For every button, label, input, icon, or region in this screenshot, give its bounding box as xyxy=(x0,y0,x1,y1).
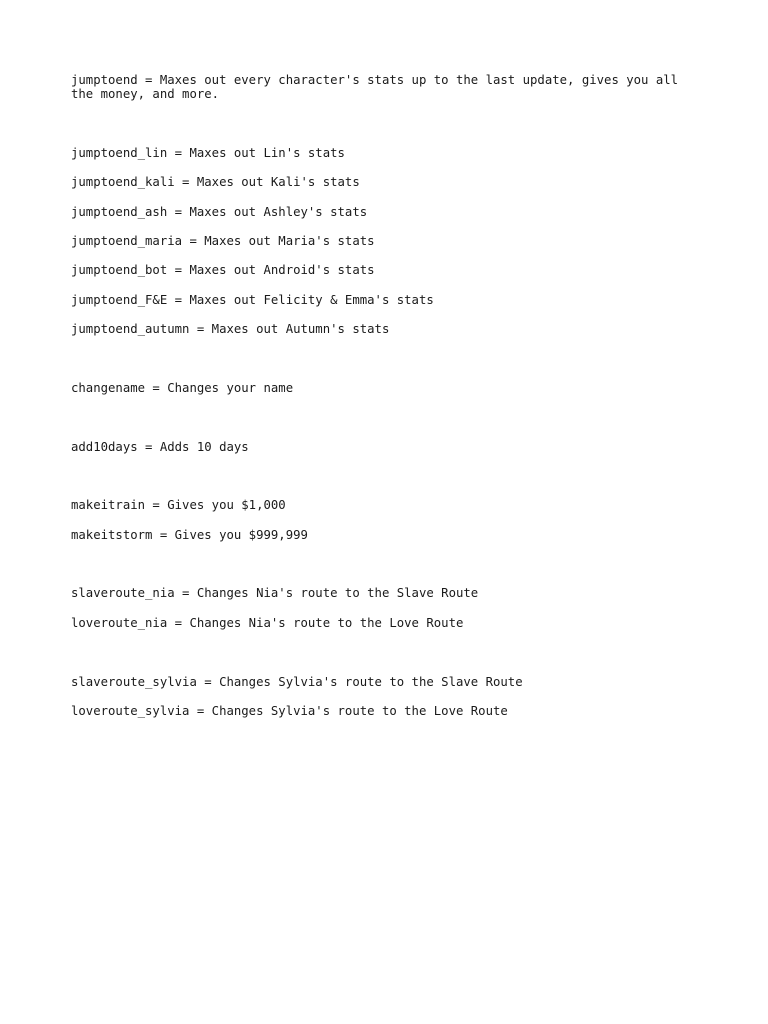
command-slaveroute-nia: slaveroute_nia = Changes Nia's route to the Slave Route xyxy=(71,586,479,600)
command-jumptoend-ash: jumptoend_ash = Maxes out Ashley's stats xyxy=(71,205,368,219)
command-jumptoend-kali: jumptoend_kali = Maxes out Kali's stats xyxy=(71,175,360,189)
command-changename: changename = Changes your name xyxy=(71,381,294,395)
command-jumptoend-maria: jumptoend_maria = Maxes out Maria's stats xyxy=(71,234,375,248)
command-add10days: add10days = Adds 10 days xyxy=(71,440,249,454)
command-makeitstorm: makeitstorm = Gives you $999,999 xyxy=(71,528,308,542)
command-loveroute-nia: loveroute_nia = Changes Nia's route to the Love Route xyxy=(71,616,464,630)
command-slaveroute-sylvia: slaveroute_sylvia = Changes Sylvia's route to the Slave Route xyxy=(71,675,523,689)
command-jumptoend-fe: jumptoend_F&E = Maxes out Felicity & Emma's stats xyxy=(71,293,434,307)
command-makeitrain: makeitrain = Gives you $1,000 xyxy=(71,498,286,512)
command-jumptoend-lin: jumptoend_lin = Maxes out Lin's stats xyxy=(71,146,345,160)
command-jumptoend: jumptoend = Maxes out every character's stats up to the last update, gives you all the money, and more. xyxy=(71,73,686,101)
command-loveroute-sylvia: loveroute_sylvia = Changes Sylvia's route to the Love Route xyxy=(71,704,508,718)
command-jumptoend-autumn: jumptoend_autumn = Maxes out Autumn's stats xyxy=(71,322,390,336)
command-jumptoend-bot: jumptoend_bot = Maxes out Android's stats xyxy=(71,263,375,277)
